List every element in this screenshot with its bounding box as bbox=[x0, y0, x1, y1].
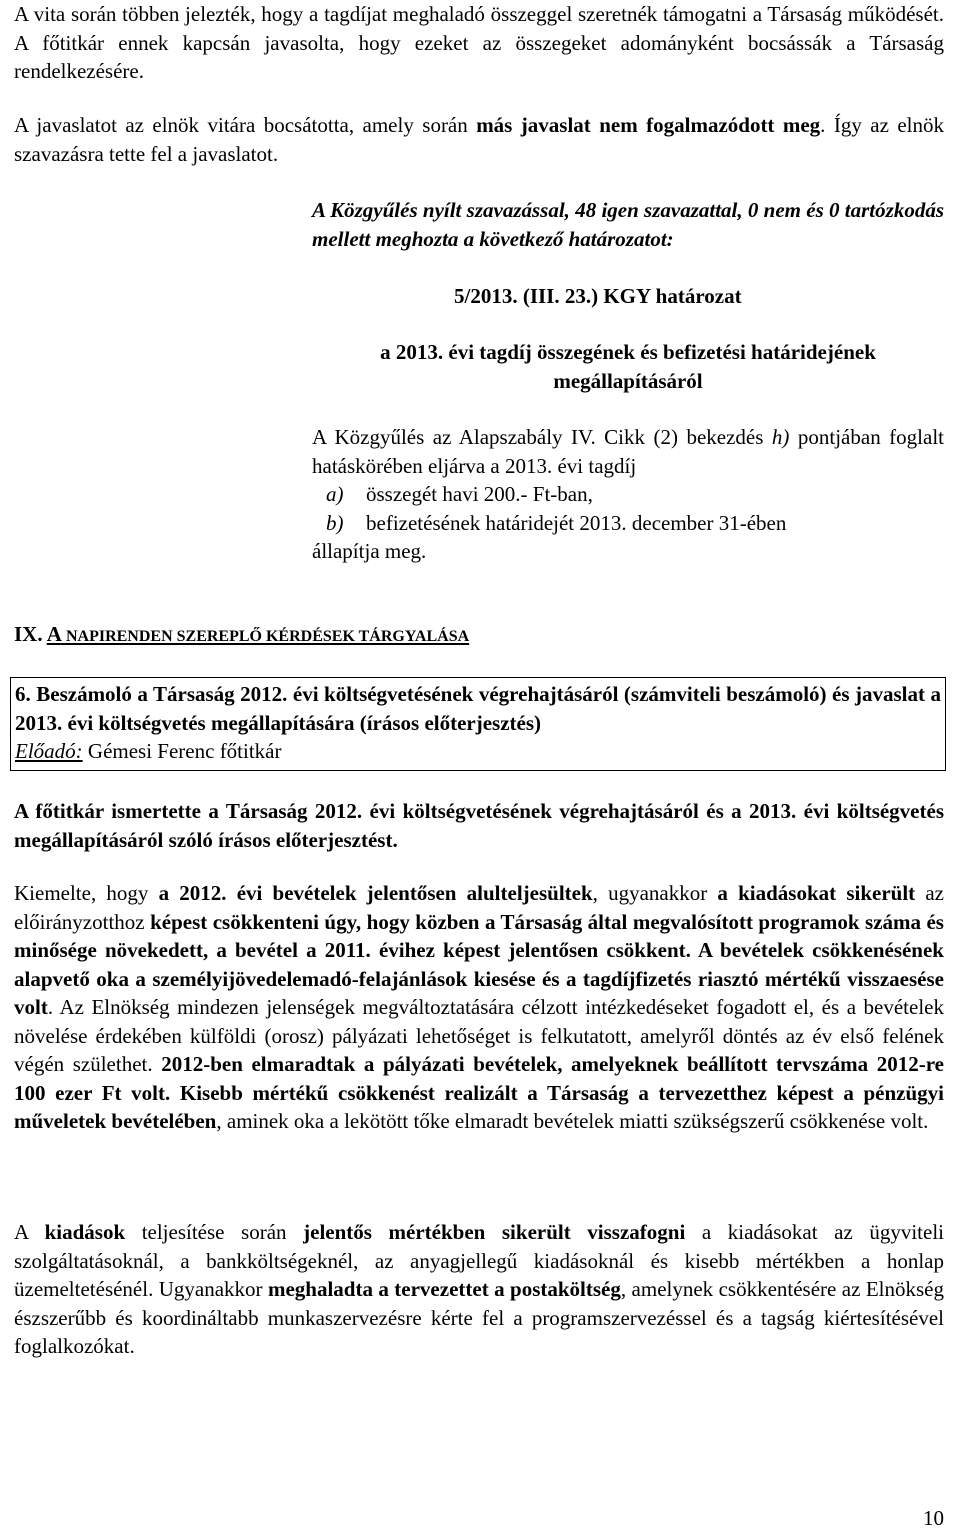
bold-phrase: más javaslat nem fogalmazódott meg bbox=[476, 113, 821, 137]
resolution-intro-point: h) bbox=[771, 425, 790, 449]
agenda-item-box bbox=[10, 677, 946, 771]
vote-text: A Közgyűlés nyílt szavazással, 48 igen szavazattal, 0 nem és 0 tartózkodás mellett meghozta a következő határozatot: bbox=[312, 198, 944, 251]
list-item bbox=[312, 509, 944, 538]
text-run: az előirányzotthoz bbox=[14, 881, 944, 934]
list-item bbox=[312, 480, 944, 509]
bold-phrase: jelentős mértékben sikerült visszafogni bbox=[303, 1220, 686, 1244]
bold-phrase: a 2012. évi bevételek jelentősen alulteljesültek bbox=[158, 881, 593, 905]
text-run: Kiemelte, hogy bbox=[14, 881, 159, 905]
resolution-intro: A Közgyűlés az Alapszabály IV. Cikk (2) bekezdés bbox=[312, 425, 772, 449]
bold-phrase: képest csökkenteni úgy, hogy közben a Társaság által megvalósított programok száma és minősége növekedett, a bevétel a 2011. évihez képest jelentősen csökkent. A bevételek csökkenésének alapvető oka a személyijövedelemadó-felajánlások kiesése és a tagdíjfizetés riasztó mértékű visszaesése volt bbox=[14, 909, 944, 1019]
resolution-subject bbox=[312, 338, 944, 395]
resolution-intro-tail: pontjában foglalt hatáskörében eljárva a 2013. évi tagdíj bbox=[312, 425, 944, 478]
paragraph-text: A vita során többen jelezték, hogy a tagdíjat meghaladó összeggel szeretnék támogatni a Társaság működését. A főtitkár ennek kapcsán javasolta, hogy ezeket az összegeket adományként bocsássák a Társaság rendelkezésére. bbox=[14, 2, 944, 83]
text-run: , aminek oka a lekötött tőke elmaradt bevételek miatti szükségszerű csökkenése volt. bbox=[216, 1109, 929, 1133]
vote-statement bbox=[312, 196, 944, 253]
list-marker: a) bbox=[326, 482, 344, 506]
text-run: A bbox=[14, 1220, 45, 1244]
section-title: A NAPIRENDEN SZEREPLŐ KÉRDÉSEK TÁRGYALÁSA bbox=[46, 622, 470, 646]
section-number: IX. bbox=[14, 622, 43, 646]
paragraph-text: A javaslatot az elnök vitára bocsátotta, amely során bbox=[14, 113, 477, 137]
paragraph-proposal bbox=[14, 111, 944, 168]
section-heading bbox=[14, 620, 944, 652]
text-run: . Az Elnökség mindezen jelenségek megváltoztatására célzott intézkedéseket fogadott el, és a bevételek növelése érdekében külföldi (orosz) pályázati lehetőséget is felkutatott, amelyről döntés az év első felének végén születhet. bbox=[14, 995, 944, 1076]
presenter-name: Gémesi Ferenc főtitkár bbox=[82, 739, 282, 763]
resolution-subject-text: a 2013. évi tagdíj összegének és befizetési határidejének megállapításáról bbox=[380, 340, 876, 393]
bold-phrase: a kiadásokat sikerült bbox=[717, 881, 916, 905]
page-number: 10 bbox=[923, 1506, 944, 1530]
text-run: teljesítése során bbox=[125, 1220, 304, 1244]
paragraph-text: A főtitkár ismertette a Társaság 2012. évi költségvetésének végrehajtásáról és a 2013. évi költségvetés megállapításáról szóló írásos előterjesztést. bbox=[14, 799, 944, 852]
paragraph-donations bbox=[14, 0, 944, 86]
text-run: a kiadásokat az ügyviteli szolgáltatásoknál, a bankköltségeknél, az anyagjellegű kiadásoknál és kisebb mértékben a honlap üzemeltetésénél. Ugyanakkor bbox=[14, 1220, 944, 1301]
paragraph-text: . Így az elnök szavazásra tette fel a javaslatot. bbox=[14, 113, 944, 166]
paragraph-expenses bbox=[14, 1218, 944, 1361]
resolution-title: 5/2013. (III. 23.) KGY határozat bbox=[454, 284, 742, 308]
text-run: , amelynek csökkentésére az Elnökség észszerűbb és koordináltabb munkaszervezésre kérte fel a programszervezéssel és a tagság kiértesítésével foglalkozókat. bbox=[14, 1277, 944, 1358]
list-item-text: befizetésének határidejét 2013. december 31-ében bbox=[366, 510, 787, 535]
list-item-text: összegét havi 200.- Ft-ban, bbox=[366, 482, 593, 506]
bold-phrase: meghaladta a tervezettet a postaköltség bbox=[267, 1277, 621, 1301]
paragraph-presentation bbox=[14, 797, 944, 854]
bold-phrase: 2012-ben elmaradtak a pályázati bevételek, amelyeknek beállított tervszáma 2012-re 100 ezer Ft volt. Kisebb mértékű csökkenést realizált a Társaság a tervezetthez képest a pénzügyi műveletek bevételében bbox=[14, 1052, 945, 1133]
resolution-number bbox=[454, 282, 874, 311]
resolution-body bbox=[312, 423, 944, 566]
resolution-closing: állapítja meg. bbox=[312, 539, 427, 563]
presenter-label: Előadó: bbox=[15, 739, 83, 763]
list-marker: b) bbox=[326, 510, 344, 535]
agenda-title: 6. Beszámoló a Társaság 2012. évi költségvetésének végrehajtásáról (számviteli beszámoló) és javaslat a 2013. évi költségvetés megállapítására (írásos előterjesztés) bbox=[15, 682, 941, 735]
bold-phrase: kiadások bbox=[44, 1220, 126, 1244]
text-run: , ugyanakkor bbox=[592, 881, 718, 905]
paragraph-revenue bbox=[14, 879, 944, 1136]
